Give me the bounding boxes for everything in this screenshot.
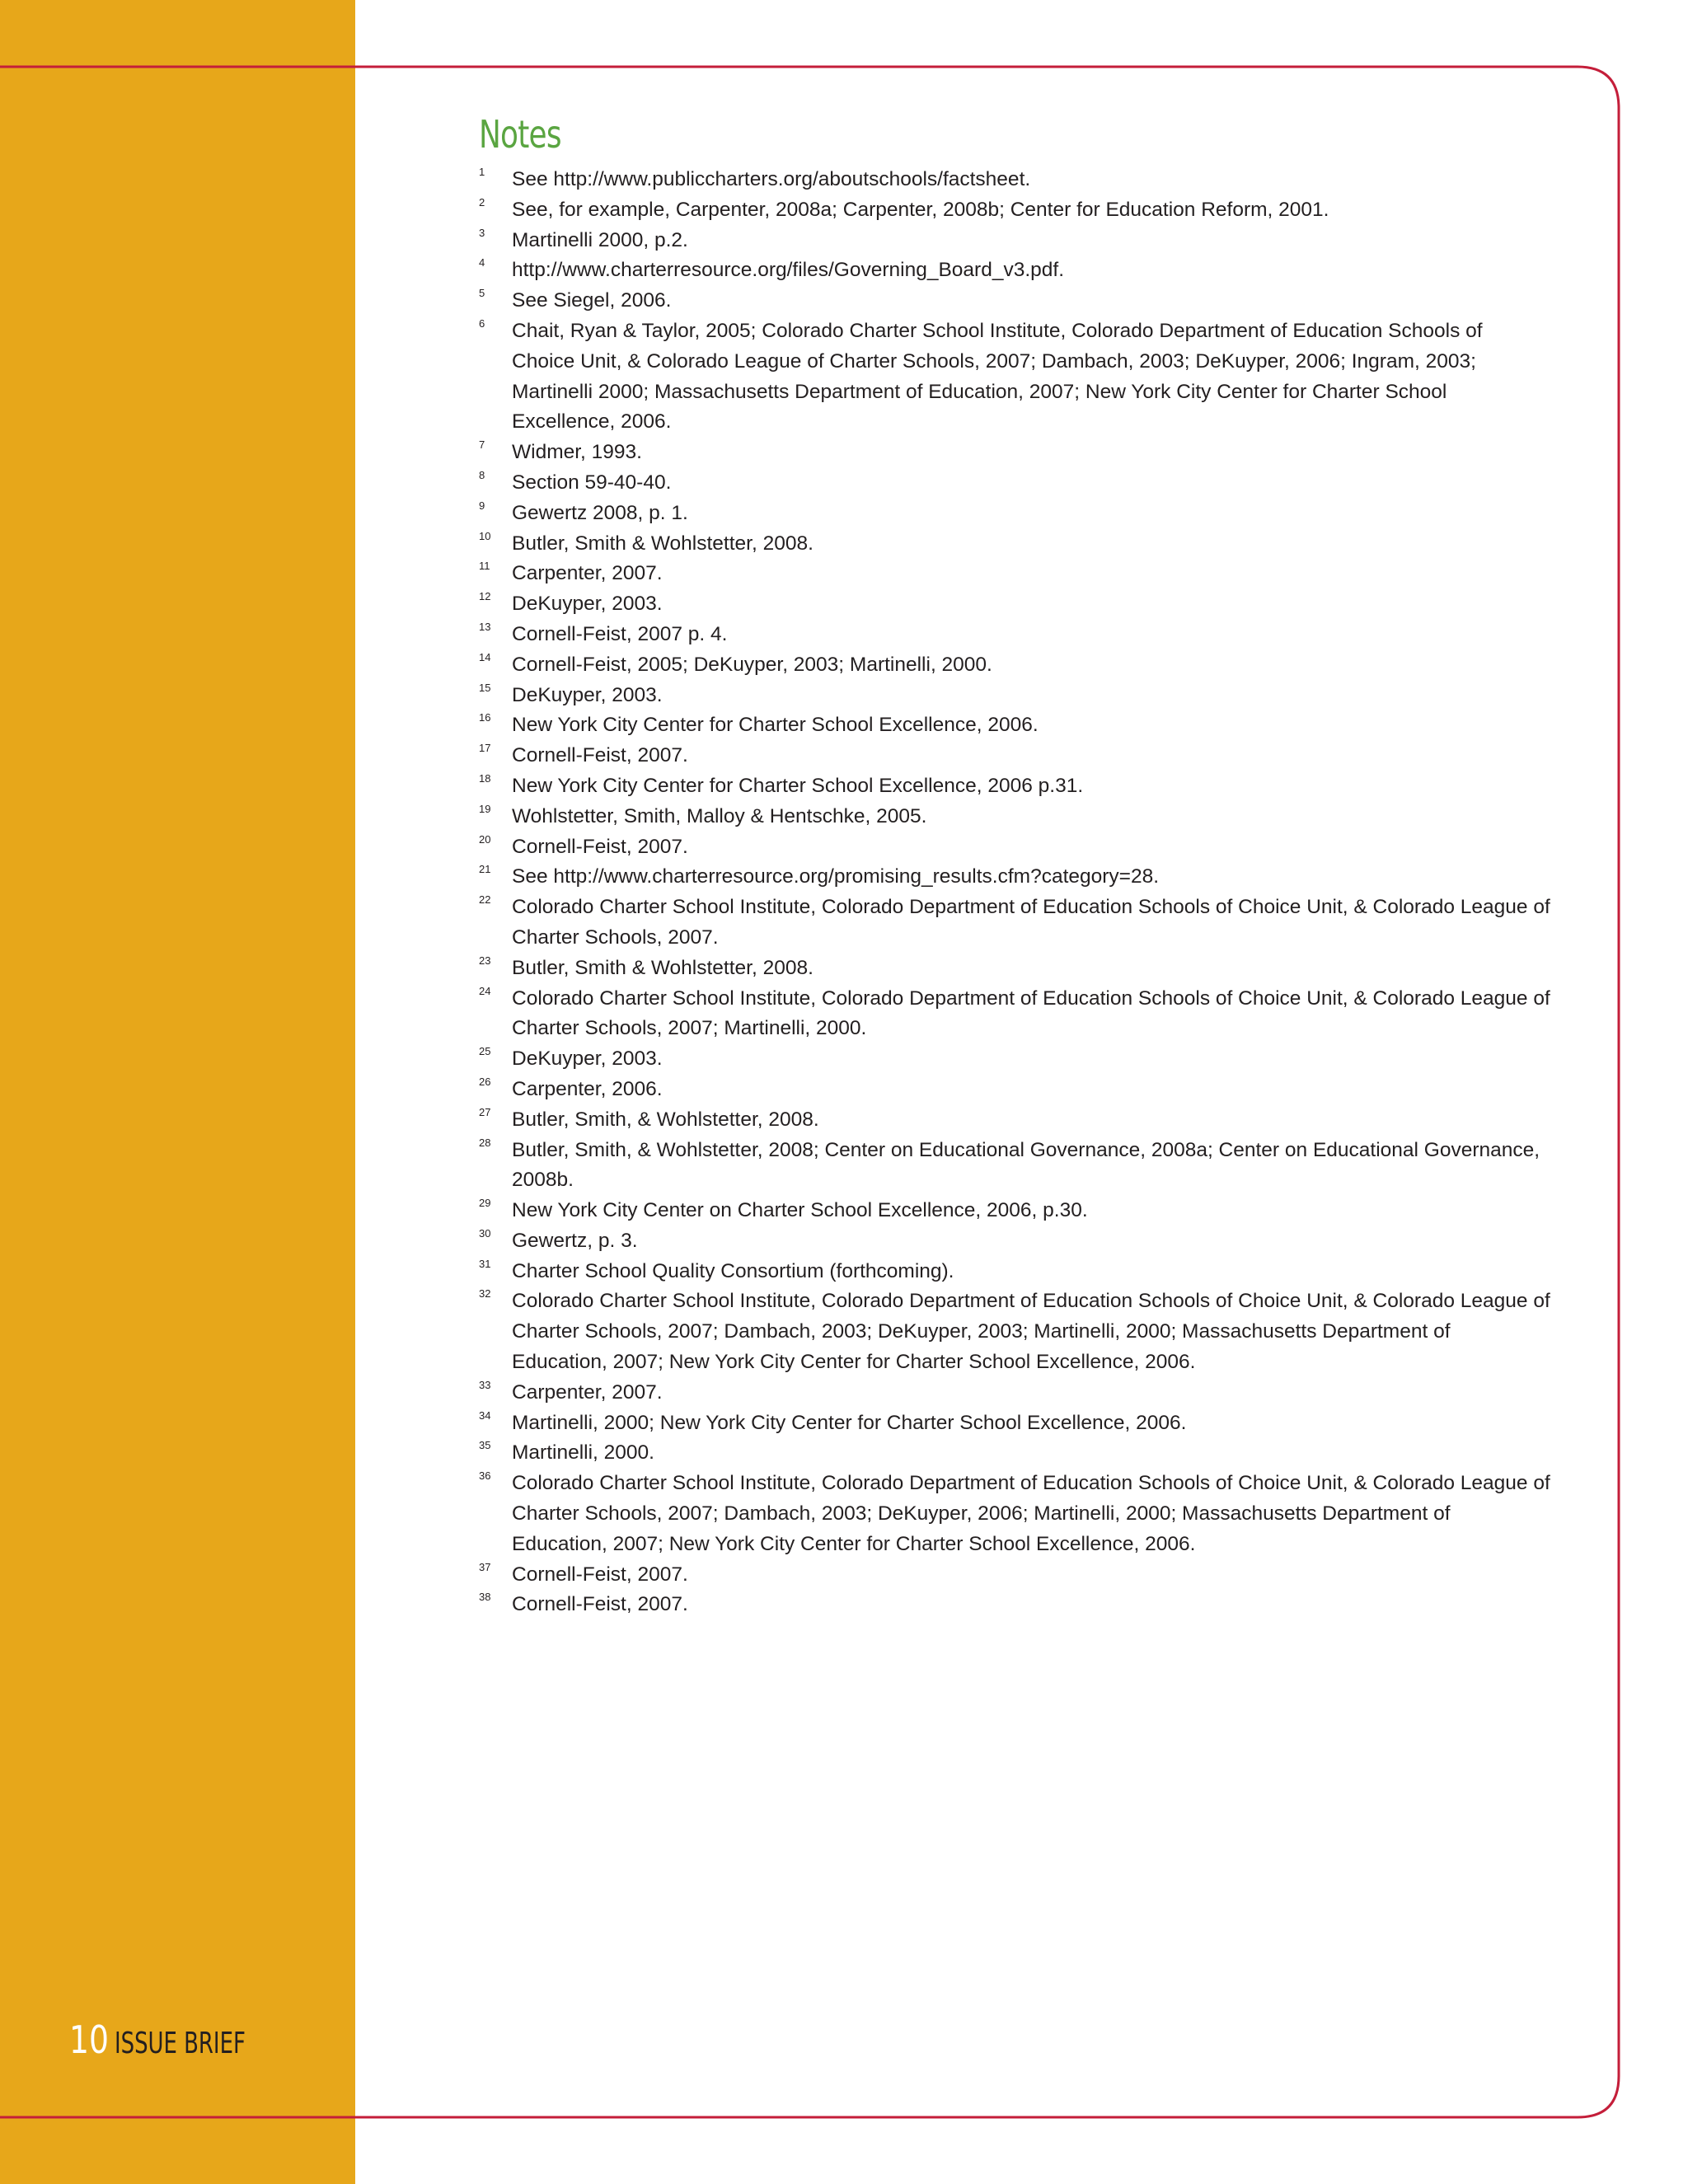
note-text: Butler, Smith & Wohlstetter, 2008. bbox=[512, 956, 814, 979]
note-number: 21 bbox=[479, 863, 491, 876]
note-number: 31 bbox=[479, 1257, 491, 1270]
note-item bbox=[479, 1136, 1550, 1197]
note-item bbox=[479, 1590, 1550, 1620]
note-number: 23 bbox=[479, 954, 491, 967]
note-item bbox=[479, 286, 1550, 316]
note-text: See Siegel, 2006. bbox=[512, 289, 672, 312]
note-item bbox=[479, 316, 1550, 438]
note-item bbox=[479, 589, 1550, 620]
note-number: 7 bbox=[479, 438, 485, 452]
note-number: 11 bbox=[479, 560, 490, 573]
note-number: 9 bbox=[479, 499, 485, 512]
note-text: Martinelli, 2000. bbox=[512, 1441, 654, 1465]
note-text: Colorado Charter School Institute, Colorado Department of Education Schools of Choice Unit, & Colorado League of Charter Schools, 2007; Dambach, 2003; DeKuyper, 2006; Martinelli, 2000; Massachusetts Department of Education, 2007; New York City Center for Charter School Excellence, 2006. bbox=[512, 1472, 1550, 1555]
note-item bbox=[479, 255, 1550, 286]
note-number: 38 bbox=[479, 1591, 491, 1604]
note-number: 27 bbox=[479, 1105, 491, 1118]
note-text: Cornell-Feist, 2007 p. 4. bbox=[512, 622, 728, 645]
note-text: New York City Center on Charter School Excellence, 2006, p.30. bbox=[512, 1199, 1088, 1222]
note-item bbox=[479, 1075, 1550, 1105]
note-number: 1 bbox=[479, 166, 485, 178]
note-text: http://www.charterresource.org/files/Governing_Board_v3.pdf. bbox=[512, 259, 1065, 282]
note-text: Chait, Ryan & Taylor, 2005; Colorado Charter School Institute, Colorado Department of Education Schools of Choice Unit, & Colorado League of Charter Schools, 2007; Dambach, 2003; DeKuyper, 2006; Ingram, 2003; Martinelli 2000; Massachusetts Department of Education, 2007; New York City Center for Charter School Excellence, 2006. bbox=[512, 319, 1483, 434]
note-number: 10 bbox=[479, 529, 491, 542]
note-number: 36 bbox=[479, 1469, 491, 1483]
note-text: See http://www.publiccharters.org/aboutschools/factsheet. bbox=[512, 168, 1031, 190]
note-item bbox=[479, 165, 1550, 195]
page-footer bbox=[69, 2018, 297, 2067]
issue-brief-label: ISSUE BRIEF bbox=[115, 2027, 246, 2060]
note-text: Gewertz, p. 3. bbox=[512, 1229, 638, 1252]
note-item bbox=[479, 681, 1550, 711]
note-item bbox=[479, 226, 1550, 256]
note-item bbox=[479, 1226, 1550, 1257]
note-text: Wohlstetter, Smith, Malloy & Hentschke, 2005. bbox=[512, 804, 927, 827]
note-number: 3 bbox=[479, 226, 485, 239]
note-number: 6 bbox=[479, 316, 485, 330]
notes-section bbox=[479, 107, 1550, 1620]
note-number: 33 bbox=[479, 1378, 491, 1391]
note-item bbox=[479, 1560, 1550, 1591]
note-item bbox=[479, 438, 1550, 468]
note-number: 15 bbox=[479, 681, 491, 694]
note-item bbox=[479, 954, 1550, 984]
note-number: 2 bbox=[479, 195, 485, 209]
note-text: DeKuyper, 2003. bbox=[512, 593, 663, 616]
note-number: 34 bbox=[479, 1408, 491, 1422]
note-number: 25 bbox=[479, 1045, 491, 1058]
note-number: 26 bbox=[479, 1075, 491, 1088]
note-number: 16 bbox=[479, 711, 491, 724]
page-number: 10 bbox=[69, 2018, 110, 2062]
note-text: Martinelli 2000, p.2. bbox=[512, 228, 688, 251]
note-text: Cornell-Feist, 2007. bbox=[512, 1593, 688, 1616]
note-item bbox=[479, 1286, 1550, 1377]
note-text: DeKuyper, 2003. bbox=[512, 1047, 663, 1071]
note-number: 29 bbox=[479, 1197, 491, 1210]
note-item bbox=[479, 710, 1550, 741]
note-number: 35 bbox=[479, 1439, 491, 1452]
note-number: 19 bbox=[479, 802, 491, 815]
note-item bbox=[479, 1408, 1550, 1439]
note-item bbox=[479, 195, 1550, 226]
note-number: 24 bbox=[479, 984, 491, 997]
note-item bbox=[479, 1044, 1550, 1075]
note-number: 20 bbox=[479, 832, 491, 846]
note-item bbox=[479, 468, 1550, 499]
note-number: 22 bbox=[479, 893, 491, 907]
note-item bbox=[479, 1257, 1550, 1287]
note-number: 12 bbox=[479, 590, 491, 603]
note-text: Section 59-40-40. bbox=[512, 471, 672, 494]
note-text: Gewertz 2008, p. 1. bbox=[512, 501, 688, 524]
note-text: Martinelli, 2000; New York City Center for Charter School Excellence, 2006. bbox=[512, 1411, 1187, 1434]
note-item bbox=[479, 529, 1550, 560]
note-item bbox=[479, 499, 1550, 529]
notes-list bbox=[479, 165, 1550, 1620]
note-item bbox=[479, 1438, 1550, 1469]
note-text: Cornell-Feist, 2007. bbox=[512, 744, 688, 767]
note-text: Carpenter, 2007. bbox=[512, 1380, 663, 1404]
note-number: 14 bbox=[479, 650, 491, 663]
note-number: 18 bbox=[479, 771, 491, 785]
note-item bbox=[479, 741, 1550, 771]
note-item bbox=[479, 893, 1550, 954]
note-text: Widmer, 1993. bbox=[512, 441, 642, 464]
note-number: 28 bbox=[479, 1136, 491, 1149]
note-text: New York City Center for Charter School Excellence, 2006. bbox=[512, 714, 1039, 737]
note-item bbox=[479, 832, 1550, 863]
note-number: 5 bbox=[479, 287, 485, 300]
note-item bbox=[479, 620, 1550, 650]
note-text: Butler, Smith, & Wohlstetter, 2008. bbox=[512, 1108, 819, 1131]
note-text: See, for example, Carpenter, 2008a; Carpenter, 2008b; Center for Education Reform, 2001. bbox=[512, 198, 1329, 221]
note-text: Colorado Charter School Institute, Colorado Department of Education Schools of Choice Unit, & Colorado League of Charter Schools, 2007; Martinelli, 2000. bbox=[512, 987, 1550, 1040]
note-text: Cornell-Feist, 2007. bbox=[512, 1563, 688, 1586]
note-number: 37 bbox=[479, 1560, 491, 1573]
note-text: Cornell-Feist, 2007. bbox=[512, 835, 688, 858]
note-text: Charter School Quality Consortium (forthcoming). bbox=[512, 1259, 954, 1282]
note-item bbox=[479, 1469, 1550, 1559]
note-item bbox=[479, 1196, 1550, 1226]
note-number: 13 bbox=[479, 620, 491, 633]
note-text: Carpenter, 2007. bbox=[512, 562, 663, 585]
note-number: 4 bbox=[479, 256, 485, 269]
note-item bbox=[479, 559, 1550, 589]
note-text: Butler, Smith & Wohlstetter, 2008. bbox=[512, 532, 814, 555]
note-text: Colorado Charter School Institute, Colorado Department of Education Schools of Choice Unit, & Colorado League of Charter Schools, 2007; Dambach, 2003; DeKuyper, 2003; Martinelli, 2000; Massachusetts Department of Education, 2007; New York City Center for Charter School Excellence, 2006. bbox=[512, 1290, 1550, 1374]
note-text: Colorado Charter School Institute, Colorado Department of Education Schools of Choice Unit, & Colorado League of Charter Schools, 2007. bbox=[512, 896, 1550, 949]
note-item bbox=[479, 802, 1550, 832]
note-text: See http://www.charterresource.org/promising_results.cfm?category=28. bbox=[512, 865, 1160, 888]
note-item bbox=[479, 1105, 1550, 1136]
note-item bbox=[479, 1378, 1550, 1408]
note-text: Carpenter, 2006. bbox=[512, 1077, 663, 1100]
note-item bbox=[479, 771, 1550, 802]
note-text: DeKuyper, 2003. bbox=[512, 683, 663, 706]
note-item bbox=[479, 862, 1550, 893]
page-title: Notes bbox=[479, 112, 561, 157]
note-text: New York City Center for Charter School Excellence, 2006 p.31. bbox=[512, 774, 1084, 797]
note-number: 30 bbox=[479, 1226, 491, 1240]
note-item bbox=[479, 984, 1550, 1045]
note-number: 8 bbox=[479, 468, 485, 481]
note-item bbox=[479, 650, 1550, 681]
note-text: Cornell-Feist, 2005; DeKuyper, 2003; Martinelli, 2000. bbox=[512, 653, 992, 676]
note-number: 17 bbox=[479, 742, 491, 755]
note-number: 32 bbox=[479, 1287, 491, 1301]
note-text: Butler, Smith, & Wohlstetter, 2008; Center on Educational Governance, 2008a; Center on Educational Governance, 2008b. bbox=[512, 1138, 1540, 1192]
